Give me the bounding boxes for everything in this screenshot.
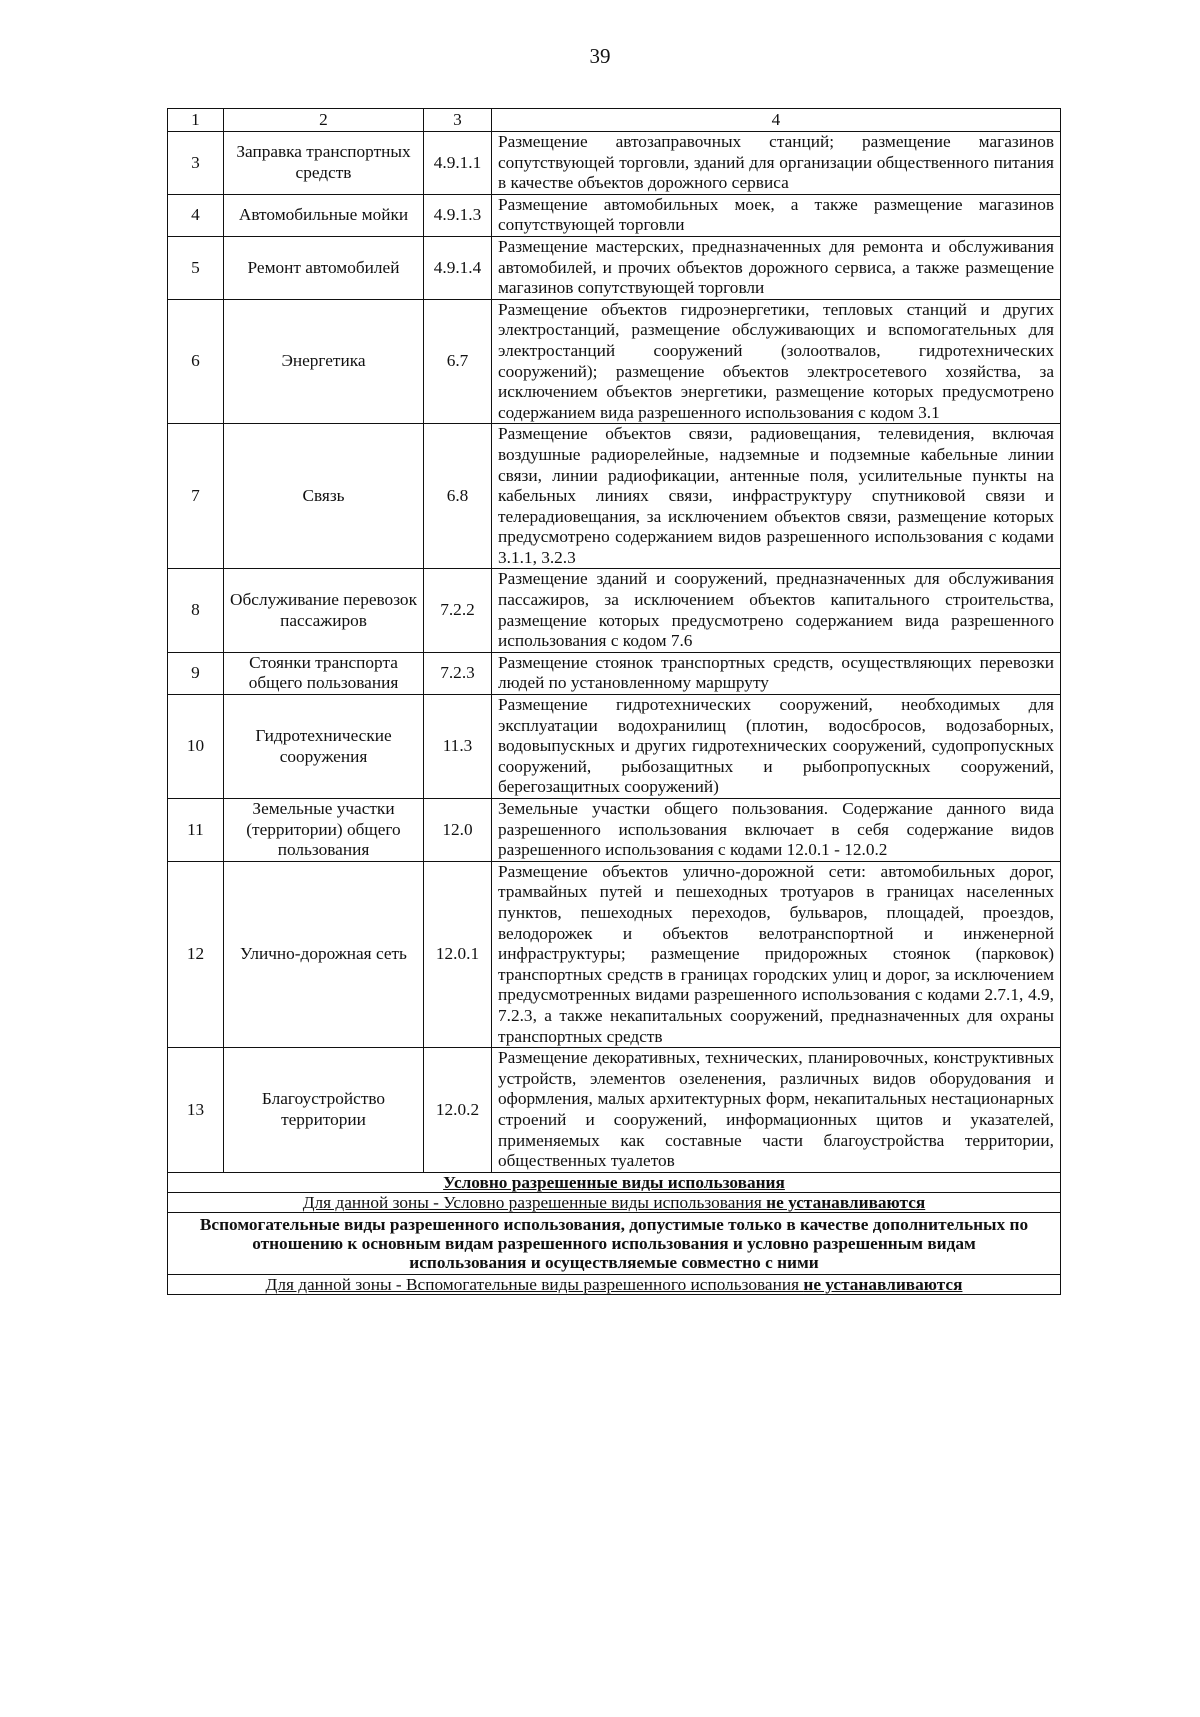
use-type-name: Улично-дорожная сеть — [224, 861, 424, 1047]
row-number: 10 — [168, 695, 224, 799]
use-type-code: 4.9.1.3 — [424, 194, 492, 236]
use-type-code: 12.0.1 — [424, 861, 492, 1047]
auxiliary-uses-note-row — [168, 1274, 1061, 1294]
use-type-description: Размещение зданий и сооружений, предназначенных для обслуживания пассажиров, за исключением объектов капитального строительства, размещение которых предусмотрено содержанием вида разрешенного использования с кодом 7.6 — [492, 569, 1061, 652]
land-use-table — [167, 108, 1061, 1295]
conditional-uses-note — [168, 1192, 1061, 1212]
use-type-name: Заправка транспортных средств — [224, 132, 424, 195]
use-type-code: 6.8 — [424, 424, 492, 569]
use-type-description: Размещение автомобильных моек, а также размещение магазинов сопутствующей торговли — [492, 194, 1061, 236]
header-cell: 2 — [224, 109, 424, 132]
row-number: 8 — [168, 569, 224, 652]
table-row — [168, 424, 1061, 569]
conditional-uses-heading — [168, 1172, 1061, 1192]
row-number: 12 — [168, 861, 224, 1047]
table-row — [168, 799, 1061, 862]
use-type-name: Стоянки транспорта общего пользования — [224, 652, 424, 694]
conditional-uses-heading-text: Условно разрешенные виды использования — [443, 1172, 785, 1192]
row-number: 4 — [168, 194, 224, 236]
table-row — [168, 194, 1061, 236]
use-type-description: Размещение стоянок транспортных средств, осуществляющих перевозки людей по установленному маршруту — [492, 652, 1061, 694]
use-type-description: Размещение объектов связи, радиовещания, телевидения, включая воздушные радиорелейные, надземные и подземные кабельные линии связи, линии радиофикации, антенные поля, усилительные пункты на кабельных линиях связи, инфраструктуру спутниковой связи и телерадиовещания, за исключением объектов связи, размещение которых предусмотрено содержанием видов разрешенного использования с кодами 3.1.1, 3.2.3 — [492, 424, 1061, 569]
row-number: 3 — [168, 132, 224, 195]
use-type-name: Энергетика — [224, 299, 424, 424]
use-type-description: Размещение декоративных, технических, планировочных, конструктивных устройств, элементов озеленения, различных видов оборудования и оформления, малых архитектурных форм, некапитальных нестационарных строений и сооружений, информационных щитов и указателей, применяемых как составные части благоустройства территории, общественных туалетов — [492, 1048, 1061, 1173]
table-row — [168, 652, 1061, 694]
auxiliary-uses-note-text: Для данной зоны - Вспомогательные виды разрешенного использования — [265, 1274, 804, 1294]
table-row — [168, 132, 1061, 195]
conditional-uses-note-text: Для данной зоны - Условно разрешенные виды использования — [302, 1192, 767, 1212]
use-type-name: Ремонт автомобилей — [224, 236, 424, 299]
use-type-code: 4.9.1.4 — [424, 236, 492, 299]
table-row — [168, 569, 1061, 652]
use-type-name: Связь — [224, 424, 424, 569]
auxiliary-uses-note — [168, 1274, 1061, 1294]
conditional-uses-note-emphasis: не устанавливаются — [766, 1192, 926, 1212]
use-type-name: Благоустройство территории — [224, 1048, 424, 1173]
row-number: 11 — [168, 799, 224, 862]
use-type-name: Гидротехнические сооружения — [224, 695, 424, 799]
row-number: 13 — [168, 1048, 224, 1173]
conditional-uses-heading-row — [168, 1172, 1061, 1192]
header-cell: 3 — [424, 109, 492, 132]
header-cell: 4 — [492, 109, 1061, 132]
page-number: 39 — [589, 44, 611, 68]
table-row — [168, 236, 1061, 299]
use-type-code: 7.2.3 — [424, 652, 492, 694]
use-type-code: 12.0.2 — [424, 1048, 492, 1173]
use-type-description: Размещение объектов улично-дорожной сети: автомобильных дорог, трамвайных путей и пешеходных тротуаров в границах населенных пунктов, пешеходных переходов, бульваров, площадей, проездов, велодорожек и объектов велотранспортной и инженерной инфраструктуры; размещение придорожных стоянок (парковок) транспортных средств в границах городских улиц и дорог, за исключением предусмотренных видами разрешенного использования с кодами 2.7.1, 4.9, 7.2.3, а также некапитальных сооружений, предназначенных для охраны транспортных средств — [492, 861, 1061, 1047]
table-row — [168, 1048, 1061, 1173]
row-number: 6 — [168, 299, 224, 424]
use-type-description: Размещение объектов гидроэнергетики, тепловых станций и других электростанций, размещение обслуживающих и вспомогательных для электростанций сооружений (золоотвалов, гидротехнических сооружений); размещение объектов электросетевого хозяйства, за исключением объектов энергетики, размещение которых предусмотрено содержанием вида разрешенного использования с кодом 3.1 — [492, 299, 1061, 424]
use-type-description: Размещение мастерских, предназначенных для ремонта и обслуживания автомобилей, и прочих объектов дорожного сервиса, а также размещение магазинов сопутствующей торговли — [492, 236, 1061, 299]
table-row — [168, 861, 1061, 1047]
use-type-description: Земельные участки общего пользования. Содержание данного вида разрешенного использования включает в себя содержание видов разрешенного использования с кодами 12.0.1 - 12.0.2 — [492, 799, 1061, 862]
auxiliary-uses-note-emphasis: не устанавливаются — [803, 1274, 963, 1294]
auxiliary-uses-heading-row — [168, 1212, 1061, 1274]
use-type-description: Размещение гидротехнических сооружений, необходимых для эксплуатации водохранилищ (плотин, водосбросов, водозаборных, водовыпускных и других гидротехнических сооружений, судопропускных сооружений, рыбозащитных и рыбопропускных сооружений, берегозащитных сооружений) — [492, 695, 1061, 799]
row-number: 5 — [168, 236, 224, 299]
use-type-name: Автомобильные мойки — [224, 194, 424, 236]
table-row — [168, 299, 1061, 424]
header-row — [168, 109, 1061, 132]
conditional-uses-note-row — [168, 1192, 1061, 1212]
use-type-code: 7.2.2 — [424, 569, 492, 652]
auxiliary-uses-heading-text: Вспомогательные виды разрешенного использования, допустимые только в качестве дополнительных по отношению к основным видам разрешенного использования и условно разрешенным видам использования и осуществляемые совместно с ними — [199, 1214, 1029, 1272]
row-number: 7 — [168, 424, 224, 569]
use-type-code: 11.3 — [424, 695, 492, 799]
use-type-name: Земельные участки (территории) общего пользования — [224, 799, 424, 862]
use-type-name: Обслуживание перевозок пассажиров — [224, 569, 424, 652]
use-type-code: 12.0 — [424, 799, 492, 862]
table-row — [168, 695, 1061, 799]
header-cell: 1 — [168, 109, 224, 132]
use-type-code: 6.7 — [424, 299, 492, 424]
use-type-description: Размещение автозаправочных станций; размещение магазинов сопутствующей торговли, зданий для организации общественного питания в качестве объектов дорожного сервиса — [492, 132, 1061, 195]
row-number: 9 — [168, 652, 224, 694]
auxiliary-uses-heading — [168, 1212, 1061, 1274]
use-type-code: 4.9.1.1 — [424, 132, 492, 195]
